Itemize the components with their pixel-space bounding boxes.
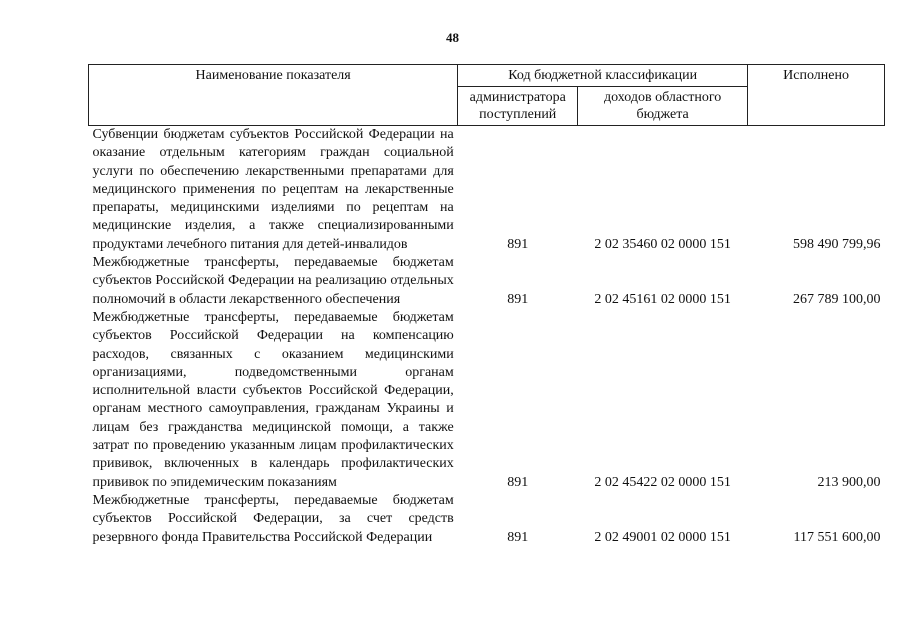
indicator-name: Межбюджетные трансферты, передаваемые бюджетам субъектов Российской Федерации на реализацию отдельных полномочий в области лекарственного обеспечения [92,255,454,307]
administrator-code: 891 [507,474,529,490]
administrator-code: 891 [507,291,529,307]
executed-amount: 598 490 799,96 [793,236,881,252]
income-code: 2 02 49001 02 0000 151 [594,529,731,545]
income-code: 2 02 45161 02 0000 151 [594,291,731,307]
page-number: 48 [446,30,459,45]
table-row [89,492,885,547]
header-administrator: администратора поступлений [458,87,578,126]
header-executed: Исполнено [748,65,885,126]
executed-amount: 117 551 600,00 [793,529,881,545]
table-row [89,126,885,255]
indicator-name: Межбюджетные трансферты, передаваемые бюджетам субъектов Российской Федерации, за счет средств резервного фонда Правительства Российской Федерации [92,492,454,545]
table-row [89,309,885,492]
administrator-code: 891 [507,236,529,252]
administrator-code: 891 [507,529,529,545]
table-header [89,65,885,126]
header-budget-code: Код бюджетной классификации [458,65,748,87]
executed-amount: 267 789 100,00 [793,291,881,307]
executed-amount: 213 900,00 [817,474,881,490]
income-code: 2 02 45422 02 0000 151 [594,474,731,490]
income-code: 2 02 35460 02 0000 151 [594,236,731,252]
table-row [89,254,885,309]
header-regional-income: доходов областного бюджета [578,87,748,126]
indicator-name: Субвенции бюджетам субъектов Российской Федерации на оказание отдельным категориям граждан социальной услуги по обеспечению лекарственными препаратами для медицинского применения по рецептам на лекарственные препараты, медицинскими изделиями по рецептам на медицинские изделия, а также специализированными продуктами лечебного питания для детей-инвалидов [92,127,454,252]
header-indicator-name: Наименование показателя [89,65,458,126]
budget-table [88,64,885,547]
indicator-name: Межбюджетные трансферты, передаваемые бюджетам субъектов Российской Федерации на компенсацию расходов, связанных с оказанием медицинскими организациями, подведомственными органам исполнительной власти субъектов Российской Федерации, органам местного самоуправления, гражданам Украины и лицам без гражданства медицинской помощи, а также затрат по проведению указанным лицам профилактических прививок, включенных в календарь профилактических прививок по эпидемическим показаниям [92,309,454,490]
